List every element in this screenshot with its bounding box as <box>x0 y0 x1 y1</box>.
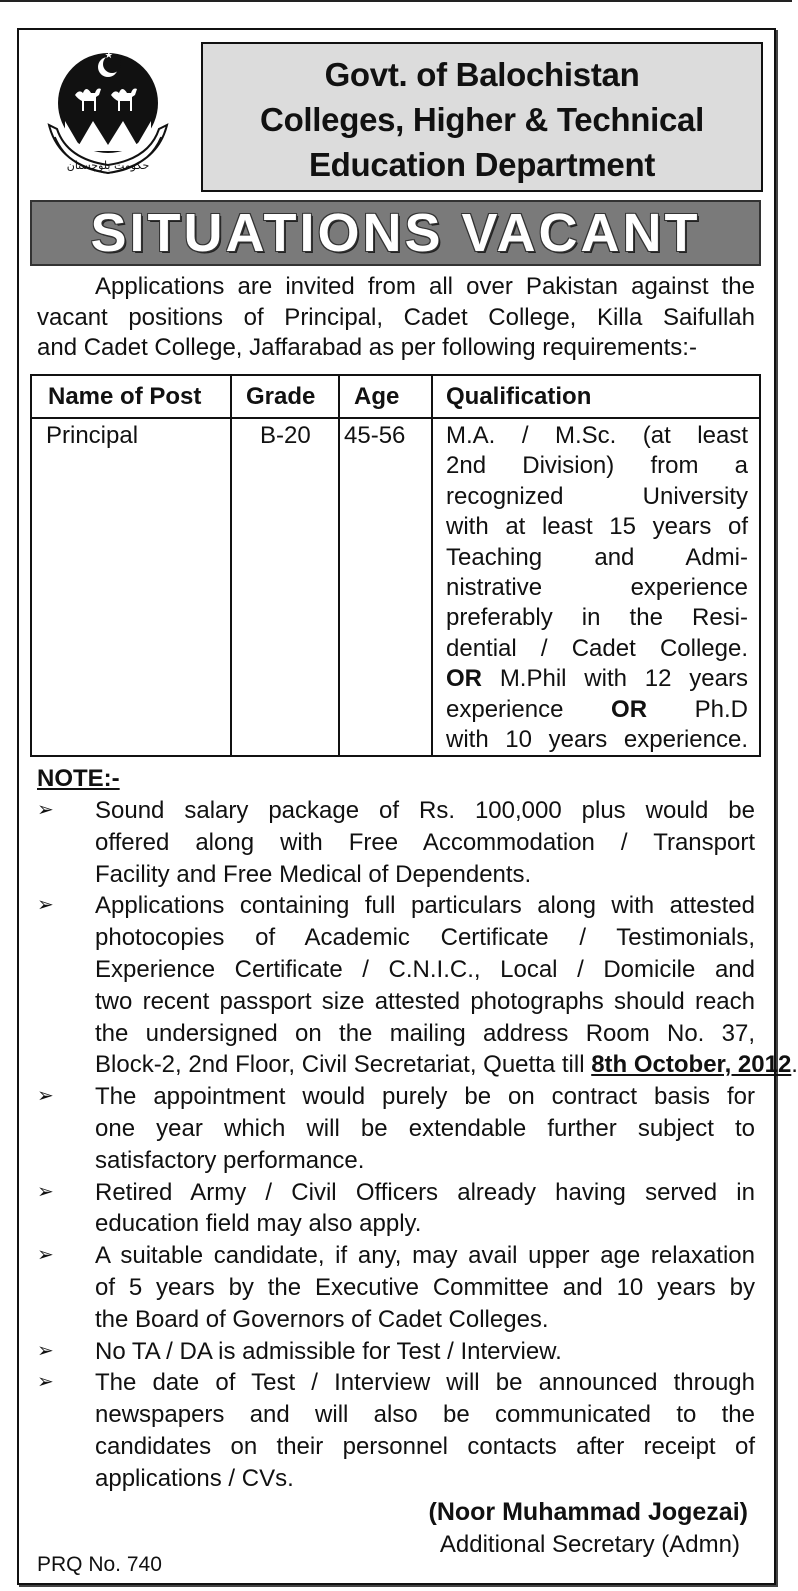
text-segment: 2nd Division) from a <box>446 452 748 480</box>
column-header-qualification: Qualification <box>446 383 592 410</box>
requirements-table <box>30 374 761 757</box>
text-segment: the Board of Governors of Cadet Colleges. <box>95 1305 549 1333</box>
header-line-department: Education Department <box>308 146 656 183</box>
cell-grade: B-20 <box>260 422 311 449</box>
intro-line: and Cadet College, Jaffarabad as per following requirements:- <box>37 334 697 362</box>
header-line-colleges: Colleges, Higher & Technical <box>260 101 704 138</box>
text-segment: experience <box>446 695 612 723</box>
text-segment: with 10 years experience. <box>446 725 748 753</box>
text-line <box>95 795 755 827</box>
text-segment: the undersigned on the mailing address Room No. 37, <box>95 1019 755 1047</box>
text-line <box>95 986 755 1018</box>
text-line <box>95 1463 755 1495</box>
intro-line: Applications are invited from all over Pakistan against the <box>95 273 755 300</box>
text-line <box>446 573 748 603</box>
text-line <box>95 1113 755 1145</box>
text-segment: nistrative experience <box>446 573 748 601</box>
prq-number: PRQ No. 740 <box>37 1553 162 1576</box>
text-line <box>95 859 755 891</box>
text-line <box>95 1431 755 1463</box>
column-divider <box>338 376 340 755</box>
note-item <box>37 1367 755 1494</box>
text-line <box>446 603 748 633</box>
text-segment: preferably in the Resi- <box>446 604 748 632</box>
cell-post: Principal <box>46 422 139 449</box>
arrow-bullet-icon: ➢ <box>37 799 54 821</box>
emphasis-text: 8th October, 2012 <box>591 1051 792 1079</box>
text-segment: Applications containing full particulars along with attested <box>95 892 755 920</box>
column-divider <box>431 376 433 755</box>
balochistan-emblem-logo <box>35 45 181 185</box>
text-segment: Ph.D <box>647 695 748 723</box>
text-segment: Facility and Free Medical of Dependents. <box>95 860 532 888</box>
text-segment: M.Phil with 12 years <box>482 665 748 693</box>
text-line <box>95 1240 755 1272</box>
text-line <box>446 695 748 725</box>
text-line <box>446 482 748 512</box>
text-line <box>95 1304 755 1336</box>
text-segment: M.A. / M.Sc. (at least <box>446 422 748 449</box>
note-text <box>95 1177 755 1241</box>
text-line <box>95 1367 755 1399</box>
text-segment: satisfactory performance. <box>95 1146 365 1174</box>
text-segment: The date of Test / Interview will be announced through <box>95 1369 755 1397</box>
arrow-bullet-icon: ➢ <box>37 1085 54 1108</box>
banner-title: SITUATIONS VACANT <box>90 203 701 263</box>
text-line <box>446 543 748 573</box>
text-segment: newspapers and will also be communicated to the <box>95 1401 755 1429</box>
text-line <box>95 1081 755 1113</box>
text-segment: education field may also apply. <box>95 1210 422 1238</box>
note-item <box>37 1240 755 1335</box>
text-line <box>446 421 748 451</box>
text-segment: No TA / DA is admissible for Test / Interview. <box>95 1337 562 1365</box>
text-line <box>446 634 748 664</box>
note-text <box>95 1336 755 1368</box>
text-line <box>95 827 755 859</box>
text-segment: Teaching and Admi- <box>446 543 748 571</box>
note-item <box>37 795 755 890</box>
column-header-grade: Grade <box>246 383 316 410</box>
text-line <box>446 451 748 481</box>
text-line <box>95 1177 755 1209</box>
note-text <box>95 795 755 890</box>
text-line <box>95 1208 755 1240</box>
text-segment: The appointment would purely be on contract basis for <box>95 1083 755 1111</box>
text-segment: recognized University <box>446 482 748 510</box>
text-segment: of 5 years by the Executive Committee and 10 years by <box>95 1273 755 1301</box>
text-segment: offered along with Free Accommodation / Transport <box>95 828 755 856</box>
text-line <box>95 1018 755 1050</box>
text-segment: Experience Certificate / C.N.I.C., Local / Domicile and <box>95 955 755 983</box>
logo-urdu-text: حکومت بلوچستان <box>66 159 150 172</box>
intro-paragraph <box>37 272 755 364</box>
signatory-designation: Additional Secretary (Admn) <box>439 1531 740 1558</box>
text-segment: two recent passport size attested photographs should reach <box>95 987 755 1015</box>
text-line <box>446 664 748 694</box>
note-item <box>37 1336 755 1368</box>
text-line <box>95 1336 755 1368</box>
text-line <box>95 890 755 922</box>
column-divider <box>230 376 232 755</box>
text-segment: Sound salary package of Rs. 100,000 plus would be <box>95 797 755 824</box>
situations-vacant-banner <box>30 200 761 266</box>
text-segment: with at least 15 years of <box>446 513 748 541</box>
intro-line: vacant positions of Principal, Cadet College, Killa Saifullah <box>37 303 755 331</box>
note-item <box>37 1081 755 1176</box>
note-heading: NOTE:- <box>37 765 120 792</box>
header-divider <box>32 417 759 419</box>
top-rule <box>0 0 792 2</box>
arrow-bullet-icon: ➢ <box>37 1180 54 1203</box>
emphasis-text: OR <box>611 695 648 723</box>
signatory-name: (Noor Muhammad Jogezai) <box>428 1498 748 1526</box>
text-segment: photocopies of Academic Certificate / Testimonials, <box>95 924 755 952</box>
text-line <box>95 1145 755 1177</box>
text-segment: applications / CVs. <box>95 1464 294 1492</box>
text-segment: dential / Cadet College. <box>446 634 748 662</box>
text-segment: A suitable candidate, if any, may avail upper age relaxation <box>95 1242 755 1270</box>
arrow-bullet-icon: ➢ <box>37 1244 54 1267</box>
cell-qualification <box>446 421 748 755</box>
text-line <box>95 922 755 954</box>
column-header-age: Age <box>354 383 400 410</box>
cell-age: 45-56 <box>344 422 406 449</box>
notes-list <box>37 795 798 1495</box>
note-text <box>95 1367 755 1494</box>
note-item <box>37 890 798 1081</box>
arrow-bullet-icon: ➢ <box>37 894 54 917</box>
arrow-bullet-icon: ➢ <box>37 1339 54 1362</box>
text-segment: . <box>791 1051 798 1079</box>
text-line <box>95 1399 755 1431</box>
text-line <box>95 1272 755 1304</box>
column-header-post: Name of Post <box>48 383 202 410</box>
arrow-bullet-icon: ➢ <box>37 1371 54 1394</box>
text-line <box>446 725 748 755</box>
text-segment: Retired Army / Civil Officers already having served in <box>95 1178 755 1206</box>
text-line <box>446 512 748 542</box>
note-text <box>95 890 798 1081</box>
text-segment: one year which will be extendable further subject to <box>95 1114 755 1142</box>
department-header <box>201 42 763 192</box>
emphasis-text: OR <box>446 665 482 693</box>
note-item <box>37 1177 755 1241</box>
text-line <box>95 1049 798 1081</box>
text-segment: candidates on their personnel contacts after receipt of <box>95 1432 755 1460</box>
text-line <box>95 954 755 986</box>
note-text <box>95 1081 755 1176</box>
text-segment: Block-2, 2nd Floor, Civil Secretariat, Quetta till <box>95 1051 592 1079</box>
note-text <box>95 1240 755 1335</box>
header-line-govt: Govt. of Balochistan <box>324 56 640 93</box>
